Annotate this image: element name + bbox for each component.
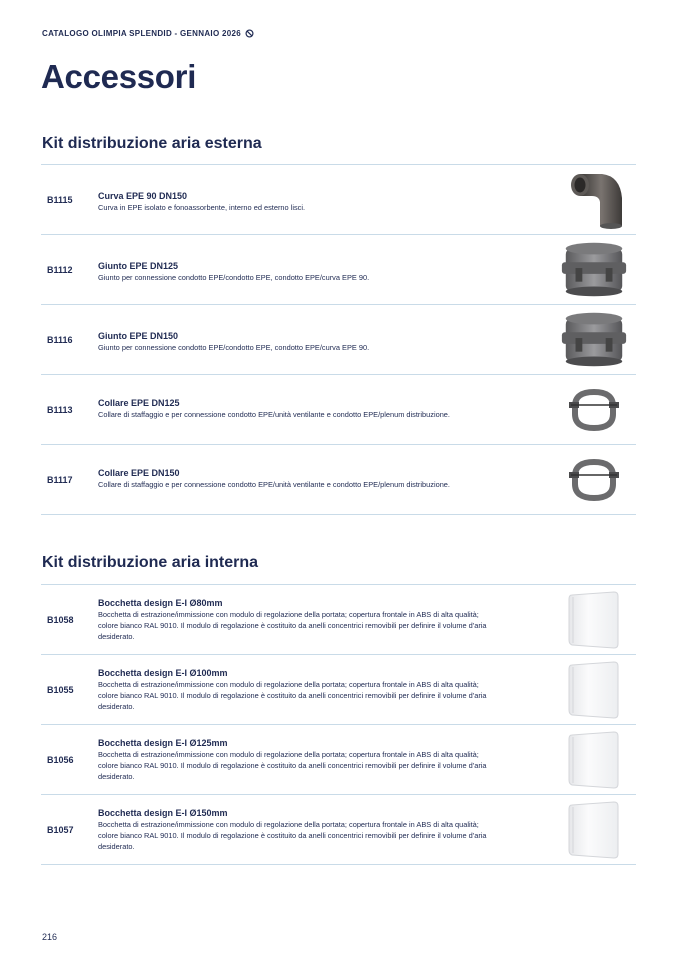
product-code: B1056 <box>47 754 74 765</box>
product-name: Giunto EPE DN150 <box>98 331 179 341</box>
product-row <box>41 235 636 305</box>
product-code: B1116 <box>47 334 73 345</box>
product-row <box>41 375 636 445</box>
product-row <box>41 445 636 515</box>
vent-grille-icon <box>558 725 630 794</box>
vent-grille-icon <box>558 655 630 724</box>
epe-elbow-icon <box>558 165 630 234</box>
product-name: Collare EPE DN125 <box>98 398 180 408</box>
product-info <box>98 261 498 283</box>
product-info <box>98 191 498 213</box>
product-code: B1058 <box>47 614 74 625</box>
product-name: Giunto EPE DN125 <box>98 261 179 271</box>
product-code: B1057 <box>47 824 74 835</box>
internal-kit-table <box>41 584 636 865</box>
product-code: B1055 <box>47 684 74 695</box>
product-row <box>41 725 636 795</box>
product-code: B1113 <box>47 404 73 415</box>
product-description: Collare di staffaggio e per connessione condotto EPE/unità ventilante e condotto EPE/plenum distribuzione. <box>98 480 450 489</box>
vent-grille-icon <box>558 585 630 654</box>
product-description: Bocchetta di estrazione/immissione con modulo di regolazione della portata; copertura frontale in ABS di alta qualità; colore bianco RAL 9010. Il modulo di regolazione è costituito da anelli concentrici removibili per definire il volume d'aria desiderato. <box>98 610 487 641</box>
product-info <box>98 468 498 490</box>
epe-joint-icon <box>558 235 630 304</box>
product-row <box>41 305 636 375</box>
product-description: Giunto per connessione condotto EPE/condotto EPE, condotto EPE/curva EPE 90. <box>98 343 370 352</box>
product-info <box>98 738 498 782</box>
epe-joint-icon <box>558 305 630 374</box>
product-name: Bocchetta design E-I Ø125mm <box>98 738 228 748</box>
section-title-external: Kit distribuzione aria esterna <box>42 135 262 152</box>
product-row <box>41 585 636 655</box>
product-info <box>98 398 498 420</box>
product-row <box>41 655 636 725</box>
product-description: Bocchetta di estrazione/immissione con modulo di regolazione della portata; copertura frontale in ABS di alta qualità; colore bianco RAL 9010. Il modulo di regolazione è costituito da anelli concentrici removibili per definire il volume d'aria desiderato. <box>98 820 487 851</box>
catalog-line: CATALOGO OLIMPIA SPLENDID - GENNAIO 2026 <box>42 29 241 38</box>
product-info <box>98 808 498 852</box>
product-name: Bocchetta design E-I Ø100mm <box>98 668 228 678</box>
no-symbol-icon <box>245 29 254 38</box>
product-name: Bocchetta design E-I Ø150mm <box>98 808 228 818</box>
product-name: Curva EPE 90 DN150 <box>98 191 188 201</box>
catalog-header <box>42 29 254 38</box>
section-title-internal: Kit distribuzione aria interna <box>42 554 259 571</box>
product-info <box>98 668 498 712</box>
product-row <box>41 795 636 865</box>
product-code: B1112 <box>47 264 73 275</box>
page-title: Accessori <box>41 58 197 95</box>
product-name: Bocchetta design E-I Ø80mm <box>98 598 223 608</box>
product-description: Giunto per connessione condotto EPE/condotto EPE, condotto EPE/curva EPE 90. <box>98 273 370 282</box>
product-description: Bocchetta di estrazione/immissione con modulo di regolazione della portata; copertura frontale in ABS di alta qualità; colore bianco RAL 9010. Il modulo di regolazione è costituito da anelli concentrici removibili per definire il volume d'aria desiderato. <box>98 750 487 781</box>
collar-clamp-icon <box>558 445 630 514</box>
product-code: B1117 <box>47 474 73 485</box>
external-kit-table <box>41 164 636 515</box>
product-code: B1115 <box>47 194 73 205</box>
product-description: Bocchetta di estrazione/immissione con modulo di regolazione della portata; copertura frontale in ABS di alta qualità; colore bianco RAL 9010. Il modulo di regolazione è costituito da anelli concentrici removibili per definire il volume d'aria desiderato. <box>98 680 487 711</box>
product-row <box>41 165 636 235</box>
vent-grille-icon <box>558 795 630 864</box>
product-description: Curva in EPE isolato e fonoassorbente, interno ed esterno lisci. <box>98 203 306 212</box>
product-info <box>98 598 498 642</box>
product-info <box>98 331 498 353</box>
product-name: Collare EPE DN150 <box>98 468 180 478</box>
product-description: Collare di staffaggio e per connessione condotto EPE/unità ventilante e condotto EPE/plenum distribuzione. <box>98 410 450 419</box>
page-number: 216 <box>42 932 58 942</box>
collar-clamp-icon <box>558 375 630 444</box>
